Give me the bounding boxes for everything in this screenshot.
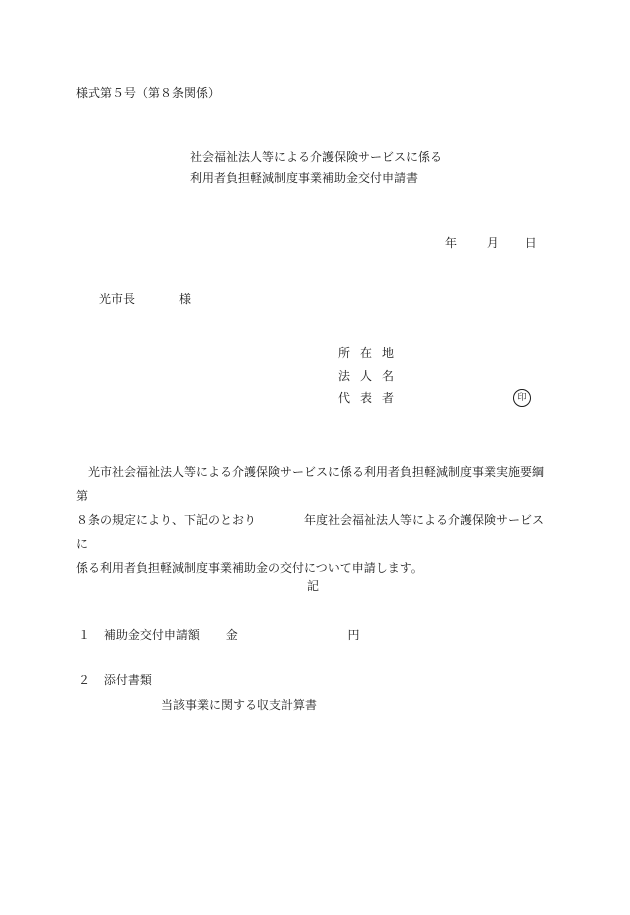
applicant-corporation-label: 法人名 [338, 369, 405, 383]
date-day-label: 日 [524, 236, 537, 250]
applicant-location-label: 所在地 [338, 346, 405, 360]
item-1-number: １ [78, 628, 91, 642]
seal-mark: 印 [513, 389, 531, 407]
date-year-label: 年 [445, 236, 458, 250]
item-1-prefix: 金 [225, 628, 238, 642]
title-line-1: 社会福祉法人等による介護保険サービスに係る [190, 150, 443, 164]
date-field [445, 236, 537, 250]
applicant-corporation-row [338, 369, 404, 383]
body-paragraph [76, 460, 554, 580]
item-2 [78, 673, 152, 687]
body-line-3: 係る利用者負担軽減制度事業補助金の交付について申請します。 [76, 561, 423, 575]
ki-heading: 記 [307, 579, 320, 593]
applicant-location-row [338, 346, 404, 360]
item-2-attachment: 当該事業に関する収支計算書 [161, 698, 318, 712]
addressee-honorific: 様 [179, 292, 192, 306]
form-number: 様式第５号（第８条関係） [76, 86, 221, 100]
item-1-label: 補助金交付申請額 [103, 628, 200, 642]
item-2-number: ２ [78, 673, 91, 687]
body-line-1: 光市社会福祉法人等による介護保険サービスに係る利用者負担軽減制度事業実施要綱第 [76, 465, 545, 503]
item-1-unit: 円 [347, 628, 360, 642]
item-1 [78, 628, 360, 642]
date-month-label: 月 [486, 236, 499, 250]
applicant-representative-row [338, 391, 404, 405]
applicant-representative-label: 代表者 [338, 391, 405, 405]
item-2-label: 添付書類 [103, 673, 152, 687]
addressee [99, 292, 191, 306]
addressee-name: 光市長 [99, 292, 136, 306]
title-line-2: 利用者負担軽減制度事業補助金交付申請書 [190, 171, 419, 185]
body-line-2: ８条の規定により、下記のとおり 年度社会福祉法人等による介護保険サービスに [76, 513, 545, 551]
